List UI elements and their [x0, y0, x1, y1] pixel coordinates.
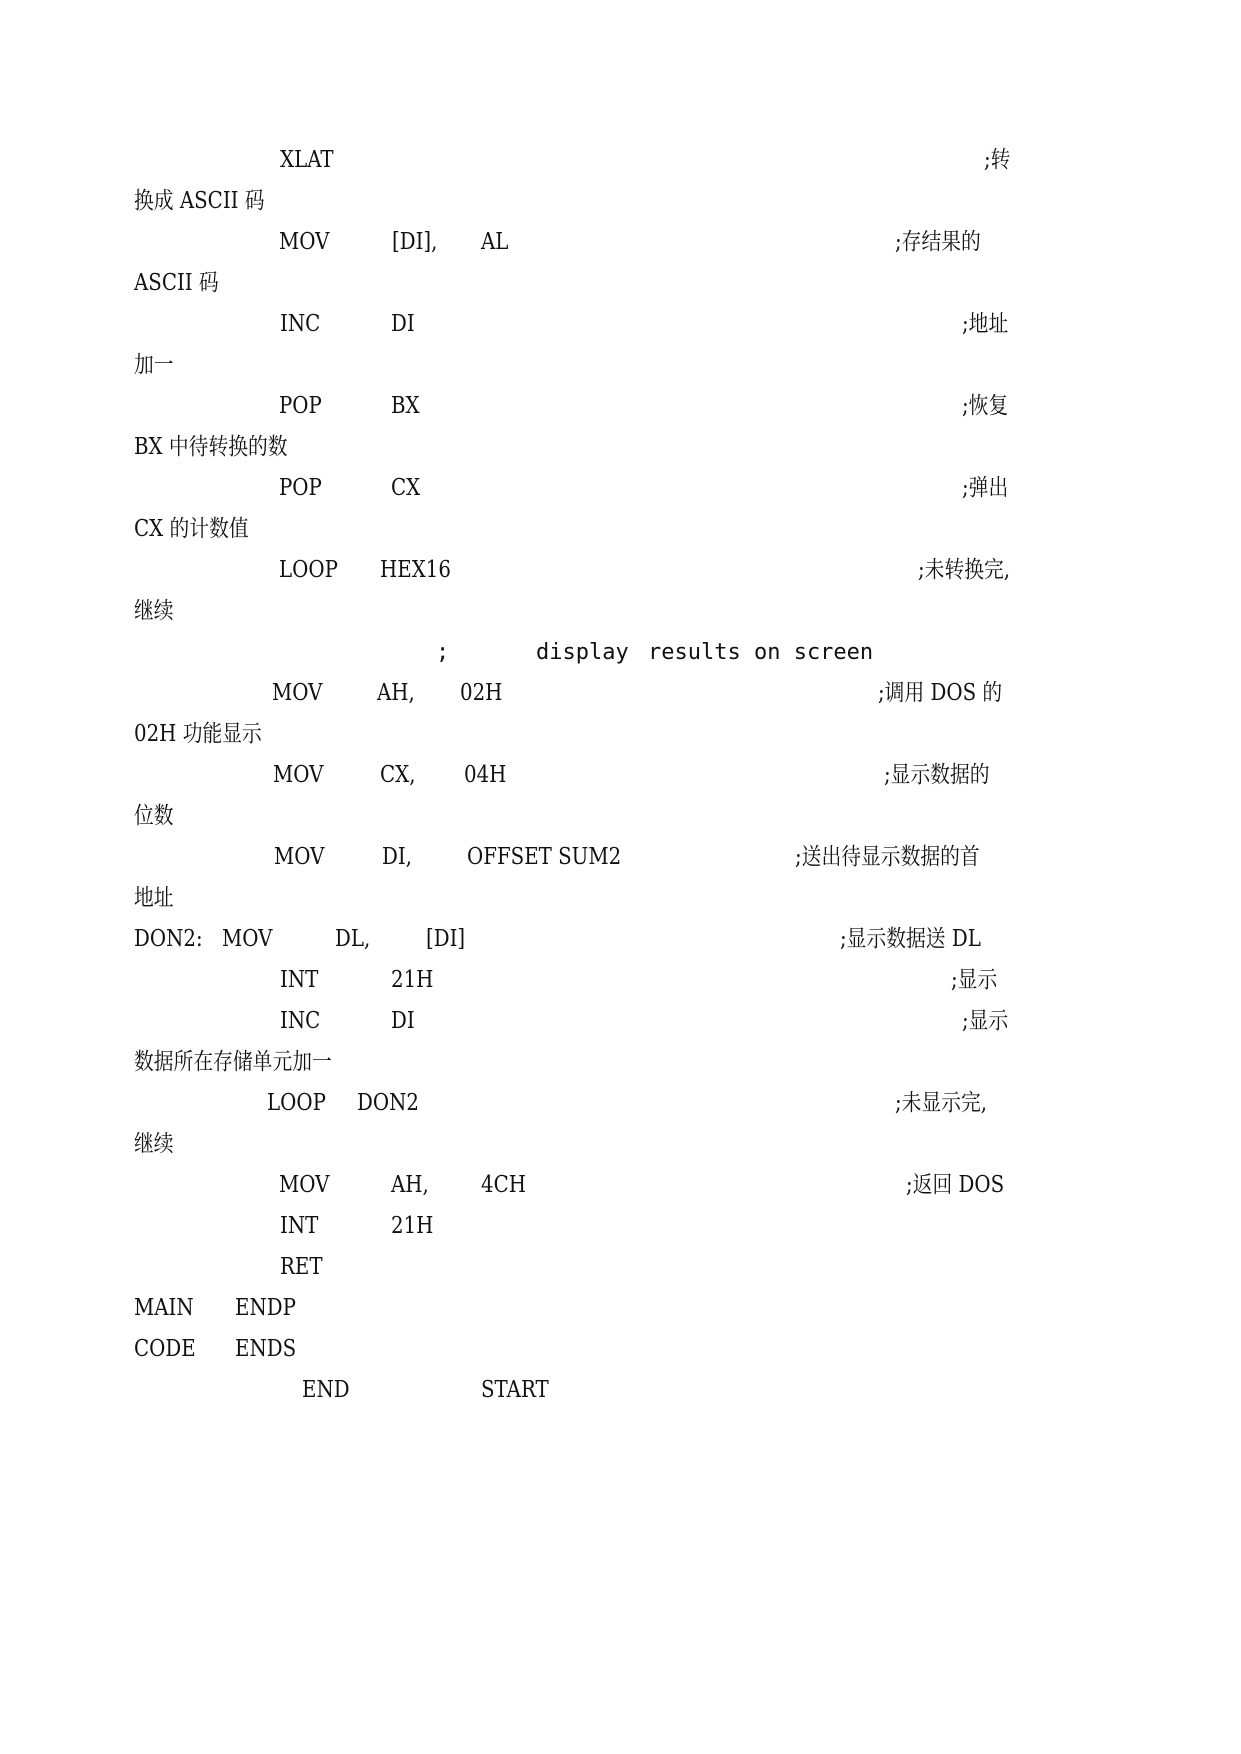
comment-continuation: 02H 功能显示: [134, 721, 262, 747]
code-operand: DL,: [335, 926, 371, 952]
code-operand: [DI],: [392, 229, 438, 255]
code-opcode: INC: [280, 311, 321, 337]
code-opcode: MOV: [279, 1172, 330, 1198]
code-opcode: MOV: [222, 926, 273, 952]
code-operand: 21H: [391, 967, 434, 993]
code-opcode: MOV: [274, 844, 325, 870]
code-comment: ;未显示完,: [895, 1090, 988, 1116]
code-operand: CX: [391, 475, 421, 501]
code-comment: ;恢复: [962, 393, 1009, 419]
comment-continuation: 位数: [134, 803, 174, 829]
code-operand: 02H: [460, 680, 503, 706]
code-opcode: END: [302, 1377, 350, 1403]
code-opcode: ENDP: [235, 1295, 296, 1321]
code-opcode: MOV: [272, 680, 323, 706]
code-comment: ;转: [984, 147, 1011, 173]
code-opcode: INC: [280, 1008, 321, 1034]
code-opcode: ENDS: [235, 1336, 297, 1362]
code-comment: ;存结果的: [895, 229, 981, 255]
code-label: DON2:: [134, 926, 203, 952]
code-operand: HEX16: [380, 557, 451, 583]
code-opcode: INT: [280, 1213, 319, 1239]
comment-continuation: CX 的计数值: [134, 516, 249, 542]
section-comment-text: results on screen: [648, 640, 874, 665]
code-operand: START: [481, 1377, 549, 1403]
code-comment: ;未转换完,: [918, 557, 1011, 583]
code-comment: ;显示数据送 DL: [840, 926, 981, 952]
code-comment: ;返回 DOS: [906, 1172, 1005, 1198]
comment-continuation: 加一: [134, 352, 174, 378]
code-opcode: MOV: [279, 229, 330, 255]
code-operand: DI: [391, 1008, 415, 1034]
code-comment: ;显示数据的: [884, 762, 990, 788]
section-comment-semicolon: ;: [436, 640, 450, 665]
comment-continuation: 数据所在存储单元加一: [134, 1049, 332, 1075]
code-label: MAIN: [134, 1295, 194, 1321]
code-comment: ;显示: [962, 1008, 1009, 1034]
code-opcode: POP: [279, 475, 322, 501]
code-operand: AH,: [377, 680, 415, 706]
code-opcode: INT: [280, 967, 319, 993]
code-comment: ;地址: [962, 311, 1009, 337]
comment-continuation: BX 中待转换的数: [134, 434, 288, 460]
code-label: CODE: [134, 1336, 196, 1362]
code-opcode: LOOP: [267, 1090, 326, 1116]
code-operand: AL: [481, 229, 509, 255]
section-comment-word: display: [536, 640, 629, 665]
code-operand: DI: [391, 311, 415, 337]
code-comment: ;显示: [951, 967, 998, 993]
code-operand: [DI]: [426, 926, 466, 952]
code-opcode: RET: [280, 1254, 323, 1280]
code-operand: OFFSET SUM2: [467, 844, 622, 870]
code-operand: AH,: [391, 1172, 429, 1198]
code-operand: DON2: [357, 1090, 419, 1116]
code-operand: 04H: [464, 762, 507, 788]
code-operand: 4CH: [481, 1172, 526, 1198]
code-comment: ;送出待显示数据的首: [795, 844, 980, 870]
code-opcode: LOOP: [279, 557, 338, 583]
code-opcode: MOV: [273, 762, 324, 788]
comment-continuation: 继续: [134, 1131, 174, 1157]
code-operand: 21H: [391, 1213, 434, 1239]
code-comment: ;弹出: [962, 475, 1009, 501]
code-operand: CX,: [380, 762, 416, 788]
comment-continuation: 换成 ASCII 码: [134, 188, 265, 214]
code-operand: DI,: [382, 844, 412, 870]
code-comment: ;调用 DOS 的: [878, 680, 1003, 706]
comment-continuation: ASCII 码: [134, 270, 219, 296]
comment-continuation: 地址: [134, 885, 174, 911]
code-operand: BX: [391, 393, 420, 419]
comment-continuation: 继续: [134, 598, 174, 624]
code-opcode: POP: [279, 393, 322, 419]
code-opcode: XLAT: [280, 147, 334, 173]
